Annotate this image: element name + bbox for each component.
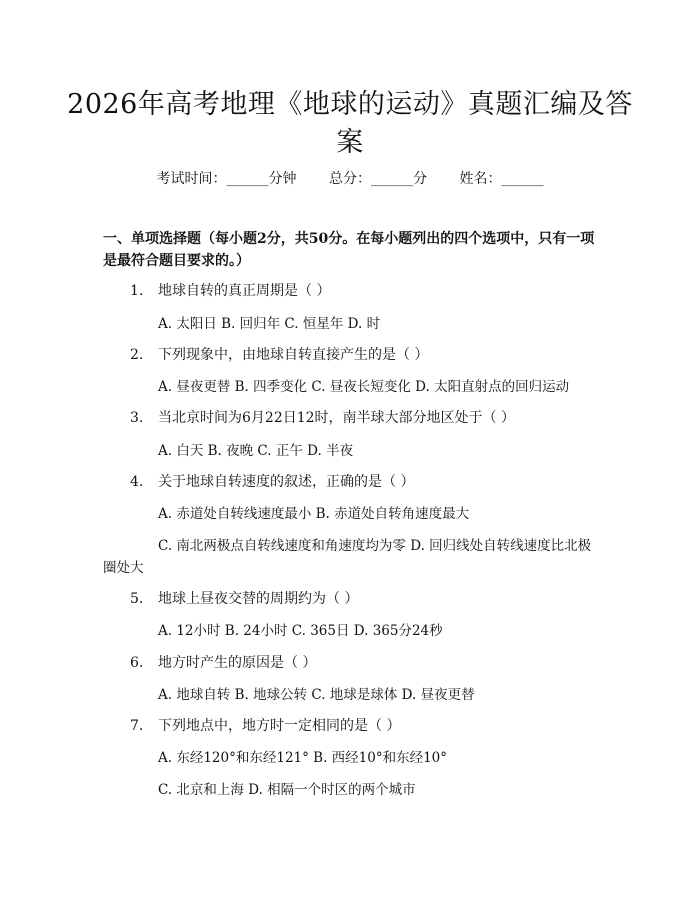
question-text: 下列地点中，地方时一定相同的是（ ） xyxy=(158,718,401,734)
question-4-options-a-b: A. 赤道处自转线速度最小 B. 赤道处自转角速度最大 xyxy=(158,506,470,522)
question-number: 7. xyxy=(130,718,144,734)
question-7-options-a-b: A. 东经120°和东经121° B. 西经10°和东经10° xyxy=(158,750,448,766)
question-number: 6. xyxy=(130,655,144,671)
question-text: 下列现象中，由地球自转直接产生的是（ ） xyxy=(158,347,429,363)
question-text: 关于地球自转速度的叙述，正确的是（ ） xyxy=(158,474,415,490)
question-number: 5. xyxy=(130,591,144,607)
question-7-options-c-d: C. 北京和上海 D. 相隔一个时区的两个城市 xyxy=(158,782,416,798)
exam-info-line xyxy=(0,168,700,188)
question-text: 当北京时间为6月22日12时，南半球大部分地区处于（ ） xyxy=(158,410,515,426)
name-field: 姓名：______ xyxy=(459,171,544,187)
question-number: 2. xyxy=(130,347,144,363)
question-text: 地球自转的真正周期是（ ） xyxy=(158,283,331,299)
question-text: 地方时产生的原因是（ ） xyxy=(158,655,317,671)
question-number: 3. xyxy=(130,410,144,426)
question-1-options: A. 太阳日 B. 回归年 C. 恒星年 D. 时 xyxy=(158,316,381,332)
question-number: 1. xyxy=(130,283,144,299)
question-4-options-c-d: C. 南北两极点自转线速度和角速度均为零 D. 回归线处自转线速度比北极圈处大 xyxy=(103,538,592,576)
question-number: 4. xyxy=(130,474,144,490)
question-3-options: A. 白天 B. 夜晚 C. 正午 D. 半夜 xyxy=(158,443,354,459)
question-text: 地球上昼夜交替的周期约为（ ） xyxy=(158,591,359,607)
question-5-options: A. 12小时 B. 24小时 C. 365日 D. 365分24秒 xyxy=(158,623,443,639)
question-2-options: A. 昼夜更替 B. 四季变化 C. 昼夜长短变化 D. 太阳直射点的回归运动 xyxy=(158,379,570,395)
section-heading: 一、单项选择题（每小题2分，共50分。在每小题列出的四个选项中，只有一项是最符合题目要求的。） xyxy=(103,231,595,269)
document-title: 2026年高考地理《地球的运动》真题汇编及答案 xyxy=(67,89,633,158)
exam-time-field: 考试时间：______分钟 xyxy=(156,171,297,187)
total-score-field: 总分：______分 xyxy=(329,171,427,187)
question-6-options: A. 地球自转 B. 地球公转 C. 地球是球体 D. 昼夜更替 xyxy=(158,687,475,703)
